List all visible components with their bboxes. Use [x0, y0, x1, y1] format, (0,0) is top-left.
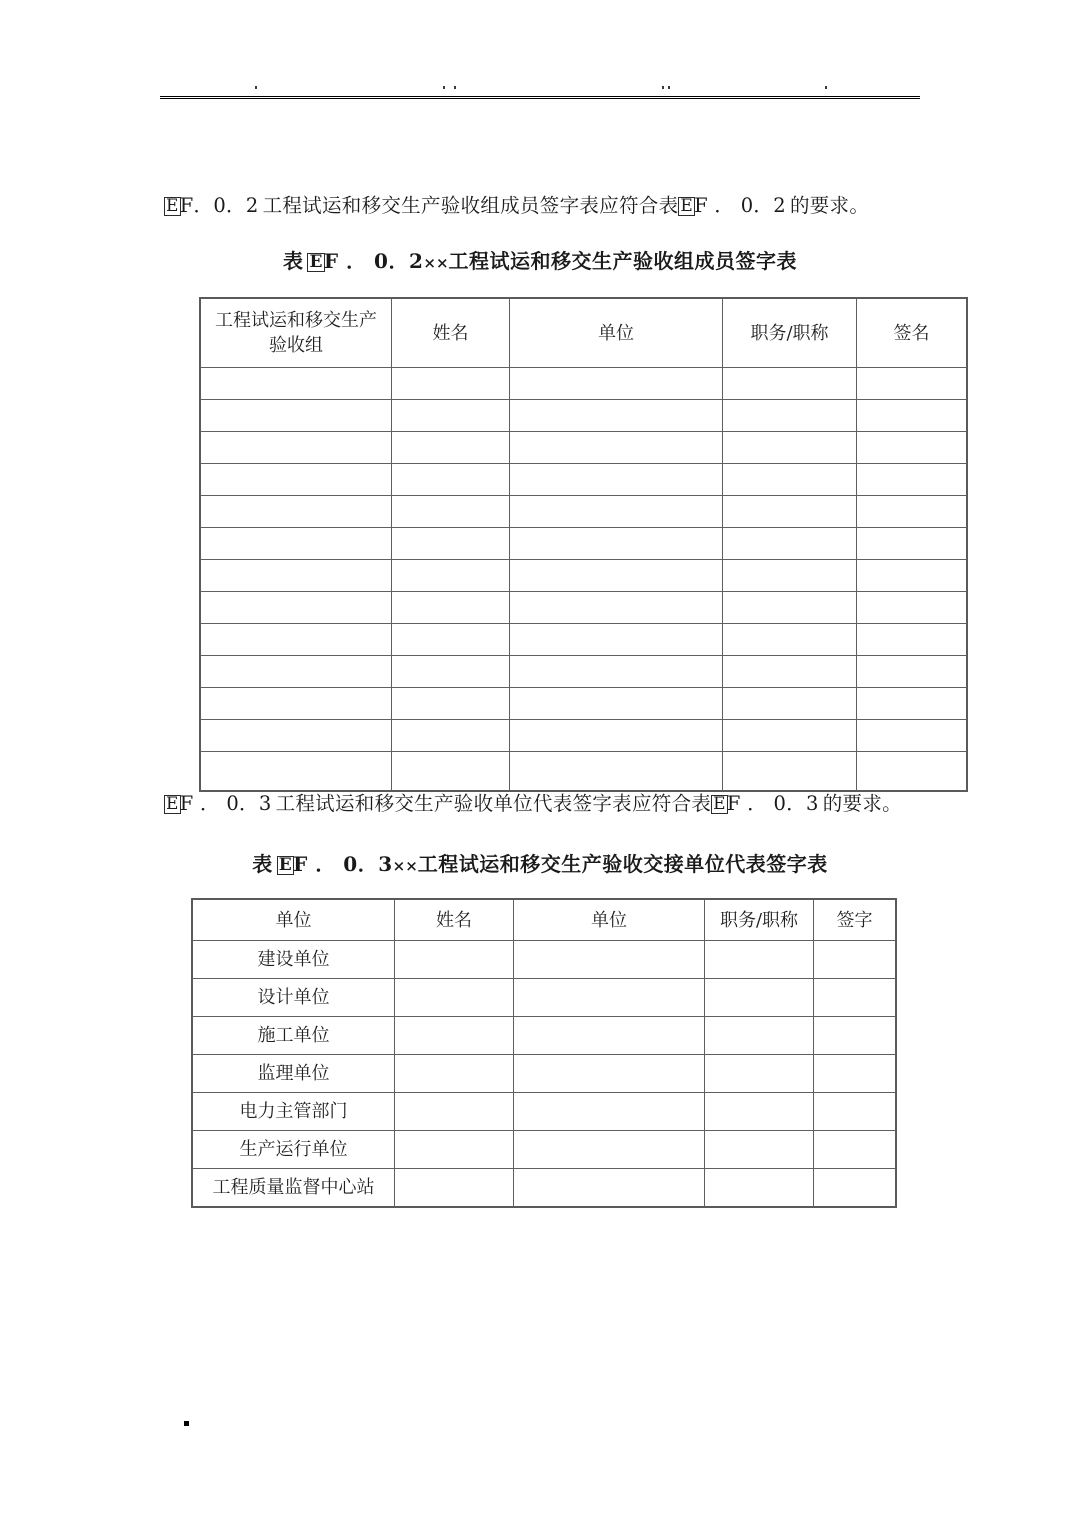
cell-name[interactable] — [395, 1131, 514, 1169]
table-row[interactable] — [200, 400, 967, 432]
cell-title[interactable] — [723, 432, 857, 464]
cell-title[interactable] — [723, 400, 857, 432]
cell-title[interactable] — [723, 592, 857, 624]
clause-e-0-3 — [164, 790, 944, 818]
cell-unit[interactable] — [514, 1131, 705, 1169]
cell-unit[interactable] — [510, 496, 723, 528]
caption-title: 工程试运和移交生产验收交接单位代表签字表 — [417, 852, 828, 876]
table-row[interactable] — [192, 941, 896, 979]
table-row[interactable] — [192, 1093, 896, 1131]
table-row[interactable] — [200, 720, 967, 752]
cell-signature[interactable] — [857, 720, 968, 752]
table-row[interactable] — [200, 624, 967, 656]
cell-title[interactable] — [723, 624, 857, 656]
cell-signature[interactable] — [814, 941, 897, 979]
clause-text-b: 的要求。 — [822, 792, 902, 815]
clause-text-a: 工程试运和移交生产验收组成员签字表应符合表 — [262, 194, 679, 217]
table-row[interactable] — [192, 1131, 896, 1169]
cell-signature[interactable] — [857, 560, 968, 592]
column-header-title: 职务/职称 — [723, 298, 857, 368]
table-row[interactable] — [200, 656, 967, 688]
column-header-unit: 单位 — [514, 899, 705, 941]
cell-group[interactable] — [200, 432, 392, 464]
cell-name[interactable] — [392, 464, 510, 496]
cell-title[interactable] — [723, 464, 857, 496]
table-caption-e-0-3 — [0, 848, 1080, 877]
cell-unit[interactable] — [510, 656, 723, 688]
boxed-glyph-icon: E — [166, 794, 179, 814]
cell-name[interactable] — [392, 528, 510, 560]
cell-group[interactable] — [200, 464, 392, 496]
column-header-name: 姓名 — [392, 298, 510, 368]
cell-unit-label: 施工单位 — [192, 1017, 395, 1055]
cell-title[interactable] — [705, 979, 814, 1017]
boxed-glyph-icon: E — [166, 196, 179, 216]
cell-unit[interactable] — [514, 1169, 705, 1208]
cell-unit[interactable] — [510, 400, 723, 432]
clause-ref-number: F ． 0．3 — [726, 792, 819, 815]
cell-group[interactable] — [200, 560, 392, 592]
cell-signature[interactable] — [814, 1131, 897, 1169]
cell-name[interactable] — [392, 688, 510, 720]
cell-name[interactable] — [392, 656, 510, 688]
cell-title[interactable] — [723, 560, 857, 592]
cell-signature[interactable] — [857, 528, 968, 560]
cell-name[interactable] — [395, 941, 514, 979]
cell-signature[interactable] — [814, 1093, 897, 1131]
boxed-glyph-icon: E — [713, 794, 726, 814]
cell-unit-label: 建设单位 — [192, 941, 395, 979]
table-header-row — [200, 298, 967, 368]
column-header-unit-label: 单位 — [192, 899, 395, 941]
signers-table — [199, 297, 968, 792]
boxed-glyph-icon: E — [680, 196, 694, 216]
caption-lead: 表 — [282, 249, 304, 273]
cell-group[interactable] — [200, 528, 392, 560]
cell-signature[interactable] — [857, 368, 968, 400]
table-row[interactable] — [192, 1017, 896, 1055]
header-rule — [160, 96, 920, 99]
cell-unit-label: 电力主管部门 — [192, 1093, 395, 1131]
column-header-group: 工程试运和移交生产验收组 — [200, 298, 392, 368]
table-header-row — [192, 899, 896, 941]
boxed-glyph-icon: E — [309, 252, 323, 272]
table-row[interactable] — [200, 464, 967, 496]
cell-unit[interactable] — [510, 368, 723, 400]
cell-unit[interactable] — [510, 688, 723, 720]
clause-text-b: 的要求。 — [789, 194, 870, 217]
header-text-artifacts — [160, 86, 920, 94]
cell-name[interactable] — [392, 560, 510, 592]
column-header-unit: 单位 — [510, 298, 723, 368]
caption-number: F ． 0．3 — [293, 852, 393, 876]
caption-lead: 表 — [252, 852, 273, 876]
caption-marker: ×× — [423, 254, 449, 272]
cell-signature[interactable] — [857, 400, 968, 432]
column-header-signature: 签名 — [857, 298, 968, 368]
caption-title: 工程试运和移交生产验收组成员签字表 — [448, 249, 798, 273]
cell-name[interactable] — [392, 720, 510, 752]
column-header-signature: 签字 — [814, 899, 897, 941]
column-header-name: 姓名 — [395, 899, 514, 941]
table-row[interactable] — [192, 1055, 896, 1093]
cell-title[interactable] — [705, 1055, 814, 1093]
cell-signature[interactable] — [814, 1055, 897, 1093]
cell-unit[interactable] — [510, 464, 723, 496]
cell-group[interactable] — [200, 624, 392, 656]
cell-signature[interactable] — [857, 656, 968, 688]
cell-title[interactable] — [723, 688, 857, 720]
cell-unit[interactable] — [510, 752, 723, 792]
units-table-body — [192, 941, 896, 1208]
cell-unit[interactable] — [510, 560, 723, 592]
cell-title[interactable] — [723, 528, 857, 560]
cell-signature[interactable] — [814, 1017, 897, 1055]
cell-signature[interactable] — [857, 496, 968, 528]
table-row[interactable] — [200, 432, 967, 464]
signers-table-body — [200, 368, 967, 792]
cell-unit[interactable] — [514, 1055, 705, 1093]
cell-unit[interactable] — [510, 528, 723, 560]
clause-ref-number: F ． 0．2 — [694, 194, 786, 217]
cell-unit[interactable] — [510, 624, 723, 656]
cell-name[interactable] — [395, 1055, 514, 1093]
cell-name[interactable] — [392, 752, 510, 792]
column-header-title: 职务/职称 — [705, 899, 814, 941]
cell-unit[interactable] — [514, 941, 705, 979]
cell-title[interactable] — [723, 752, 857, 792]
caption-number: F ． 0．2 — [323, 249, 424, 273]
cell-title[interactable] — [705, 1169, 814, 1208]
clause-number: F ． 0．3 — [179, 792, 272, 815]
clause-e-0-2 — [164, 192, 944, 220]
table-row[interactable] — [200, 560, 967, 592]
table-row[interactable] — [200, 528, 967, 560]
caption-marker: ×× — [392, 857, 418, 875]
cell-unit[interactable] — [510, 720, 723, 752]
cell-title[interactable] — [723, 368, 857, 400]
page-header — [0, 0, 1080, 110]
cell-signature[interactable] — [857, 464, 968, 496]
cell-title[interactable] — [705, 1093, 814, 1131]
cell-unit[interactable] — [510, 592, 723, 624]
cell-name[interactable] — [392, 624, 510, 656]
cell-signature[interactable] — [857, 432, 968, 464]
cell-title[interactable] — [723, 656, 857, 688]
table-row[interactable] — [200, 752, 967, 792]
table-row[interactable] — [192, 1169, 896, 1208]
cell-title[interactable] — [705, 1017, 814, 1055]
table-row[interactable] — [200, 688, 967, 720]
clause-text-a: 工程试运和移交生产验收单位代表签字表应符合表 — [275, 792, 712, 815]
table-row[interactable] — [200, 368, 967, 400]
cell-signature[interactable] — [814, 1169, 897, 1208]
cell-signature[interactable] — [814, 979, 897, 1017]
cell-group[interactable] — [200, 720, 392, 752]
cell-group[interactable] — [200, 368, 392, 400]
cell-name[interactable] — [392, 592, 510, 624]
cell-unit-label: 设计单位 — [192, 979, 395, 1017]
table-caption-e-0-2 — [0, 245, 1080, 274]
cell-unit-label: 监理单位 — [192, 1055, 395, 1093]
cell-name[interactable] — [392, 400, 510, 432]
cell-title[interactable] — [705, 1131, 814, 1169]
cell-group[interactable] — [200, 656, 392, 688]
cell-group[interactable] — [200, 592, 392, 624]
table-row[interactable] — [200, 592, 967, 624]
cell-name[interactable] — [395, 979, 514, 1017]
cell-title[interactable] — [705, 941, 814, 979]
table-row[interactable] — [192, 979, 896, 1017]
cell-name[interactable] — [392, 368, 510, 400]
cell-group[interactable] — [200, 688, 392, 720]
cell-group[interactable] — [200, 400, 392, 432]
cell-unit[interactable] — [514, 979, 705, 1017]
cell-unit[interactable] — [510, 432, 723, 464]
cell-signature[interactable] — [857, 752, 968, 792]
cell-name[interactable] — [395, 1093, 514, 1131]
cell-group[interactable] — [200, 496, 392, 528]
cell-name[interactable] — [395, 1169, 514, 1208]
cell-name[interactable] — [392, 496, 510, 528]
cell-signature[interactable] — [857, 688, 968, 720]
cell-name[interactable] — [395, 1017, 514, 1055]
cell-unit-label: 生产运行单位 — [192, 1131, 395, 1169]
cell-unit-label: 工程质量监督中心站 — [192, 1169, 395, 1208]
clause-number: F．0．2 — [179, 194, 259, 217]
cell-unit[interactable] — [514, 1017, 705, 1055]
units-table — [191, 898, 897, 1208]
boxed-glyph-icon: E — [278, 855, 293, 875]
cell-group[interactable] — [200, 752, 392, 792]
cell-unit[interactable] — [514, 1093, 705, 1131]
cell-signature[interactable] — [857, 624, 968, 656]
cell-title[interactable] — [723, 720, 857, 752]
cell-title[interactable] — [723, 496, 857, 528]
table-row[interactable] — [200, 496, 967, 528]
cell-name[interactable] — [392, 432, 510, 464]
footer-artifact-dot — [184, 1421, 189, 1426]
cell-signature[interactable] — [857, 592, 968, 624]
